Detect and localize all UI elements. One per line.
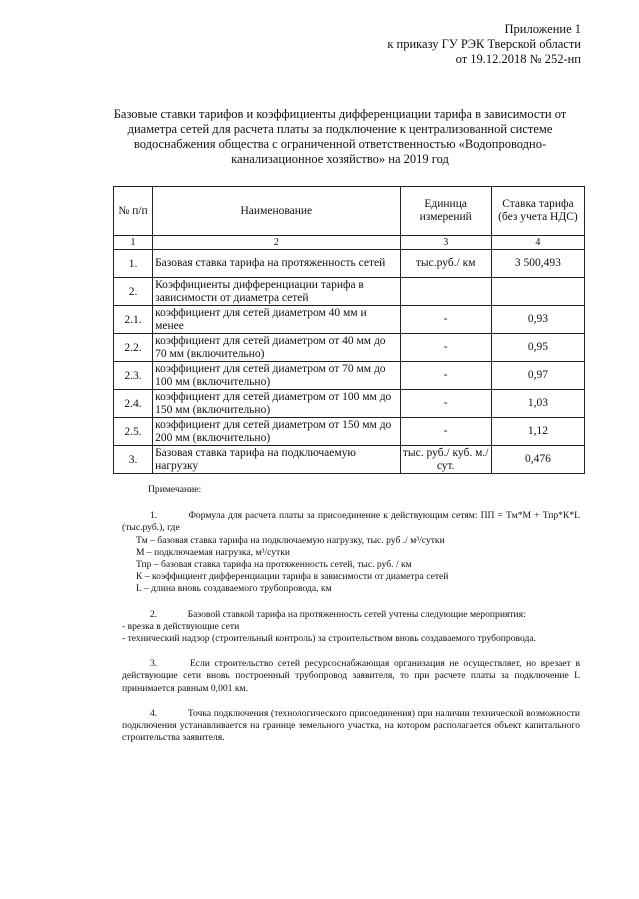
note-1-definition: К – коэффициент дифференциации тарифа в зависимости от диаметра сетей: [136, 571, 449, 583]
row-unit: -: [400, 390, 491, 418]
row-name: коэффициент для сетей диаметром от 40 мм до 70 мм (включительно): [153, 334, 401, 362]
note-2-text: Базовой ставкой тарифа на протяженность сетей учтены следующие мероприятия:: [187, 608, 526, 620]
table-row: [114, 446, 585, 474]
title-line-2: диаметра сетей для расчета платы за подключение к централизованной системе: [127, 122, 553, 136]
table-row: [114, 250, 585, 278]
row-num: 2.4.: [114, 390, 153, 418]
row-unit: тыс. руб./ куб. м./сут.: [400, 446, 491, 474]
row-rate: 3 500,493: [491, 250, 584, 278]
notes-heading: Примечание:: [148, 484, 202, 495]
note-1-definition: М – подключаемая нагрузка, м³/сутки: [136, 546, 291, 558]
table-row: [114, 418, 585, 446]
table-row: [114, 334, 585, 362]
header-name: Наименование: [153, 187, 401, 236]
column-number: 1: [114, 236, 153, 250]
note-1-definition: L – длина вновь создаваемого трубопровода, км: [136, 583, 332, 595]
note-1-formula: [122, 510, 580, 534]
row-name: коэффициент для сетей диаметром 40 мм и менее: [153, 306, 401, 334]
row-name: коэффициент для сетей диаметром от 150 мм до 200 мм (включительно): [153, 418, 401, 446]
note-3-text: Если строительство сетей ресурсоснабжающая организация не осуществляет, но врезает в действующие сети вновь построенный трубопровод заявителя, то при расчете платы за подключение L принимается равным 0,001 км.: [122, 658, 580, 694]
row-rate: 0,97: [491, 362, 584, 390]
header-num: № п/п: [114, 187, 153, 236]
notes-section: [122, 484, 580, 757]
row-unit: [400, 278, 491, 306]
title-line-1: Базовые ставки тарифов и коэффициенты дифференциации тарифа в зависимости от: [113, 107, 567, 121]
note-2: [122, 609, 580, 646]
row-unit: -: [400, 334, 491, 362]
appendix-line-1: Приложение 1: [504, 22, 581, 36]
table-row: [114, 278, 585, 306]
row-name: Базовая ставка тарифа на подключаемую нагрузку: [153, 446, 401, 474]
table-row: [114, 362, 585, 390]
column-number: 4: [491, 236, 584, 250]
row-rate: 0,95: [491, 334, 584, 362]
tariff-table: [113, 186, 585, 474]
row-rate: 1,12: [491, 418, 584, 446]
table-row: [114, 306, 585, 334]
row-name: Коэффициенты дифференциации тарифа в зависимости от диаметра сетей: [153, 278, 401, 306]
note-1: [122, 510, 580, 595]
row-rate: 0,93: [491, 306, 584, 334]
column-number-row: [114, 236, 585, 250]
note-4-text: Точка подключения (технологического присоединения) при наличии технической возможности подключения устанавливается на границе земельного участка, на котором располагается объект капитального строительства заявителя.: [122, 707, 580, 744]
row-unit: -: [400, 306, 491, 334]
row-name: Базовая ставка тарифа на протяженность сетей: [153, 250, 401, 278]
note-1-definition: Тм – базовая ставка тарифа на подключаемую нагрузку, тыс. руб ./ м³/сутки: [136, 534, 445, 546]
note-1-formula-text: Формула для расчета платы за присоединение к действующим сетям: ПП = Тм*М + Тпр*К*L (тыс.руб.), где: [122, 510, 580, 534]
note-3: [122, 658, 580, 695]
header-unit: Единица измерений: [400, 187, 491, 236]
note-2-number: 2.: [150, 608, 158, 620]
row-num: 2.3.: [114, 362, 153, 390]
row-rate: 1,03: [491, 390, 584, 418]
table-header-row: [114, 187, 585, 236]
note-4-number: 4.: [150, 707, 158, 719]
row-num: 2.2.: [114, 334, 153, 362]
note-4: [122, 708, 580, 745]
document-title: [105, 107, 575, 167]
column-number: 2: [153, 236, 401, 250]
row-name: коэффициент для сетей диаметром от 70 мм до 100 мм (включительно): [153, 362, 401, 390]
note-1-number: 1.: [150, 510, 158, 522]
appendix-header: [387, 22, 581, 67]
row-unit: -: [400, 362, 491, 390]
appendix-line-3: от 19.12.2018 № 252-нп: [455, 52, 581, 66]
column-number: 3: [400, 236, 491, 250]
note-3-number: 3.: [150, 658, 158, 670]
row-name: коэффициент для сетей диаметром от 100 мм до 150 мм (включительно): [153, 390, 401, 418]
row-num: 1.: [114, 250, 153, 278]
note-2-item: - технический надзор (строительный контроль) за строительством вновь создаваемого трубопровода.: [122, 633, 537, 645]
row-rate: [491, 278, 584, 306]
row-num: 2.: [114, 278, 153, 306]
row-num: 2.5.: [114, 418, 153, 446]
row-unit: тыс.руб./ км: [400, 250, 491, 278]
row-rate: 0,476: [491, 446, 584, 474]
title-line-3: водоснабжения общества с ограниченной ответственностью «Водопроводно-: [133, 137, 547, 151]
row-num: 3.: [114, 446, 153, 474]
appendix-line-2: к приказу ГУ РЭК Тверской области: [387, 37, 581, 51]
table-row: [114, 390, 585, 418]
row-num: 2.1.: [114, 306, 153, 334]
row-unit: -: [400, 418, 491, 446]
note-2-item: - врезка в действующие сети: [122, 620, 240, 632]
title-line-4: канализационное хозяйство» на 2019 год: [231, 152, 449, 166]
note-1-definition: Тпр – базовая ставка тарифа на протяженность сетей, тыс. руб. / км: [136, 559, 412, 571]
header-rate: Ставка тарифа (без учета НДС): [491, 187, 584, 236]
